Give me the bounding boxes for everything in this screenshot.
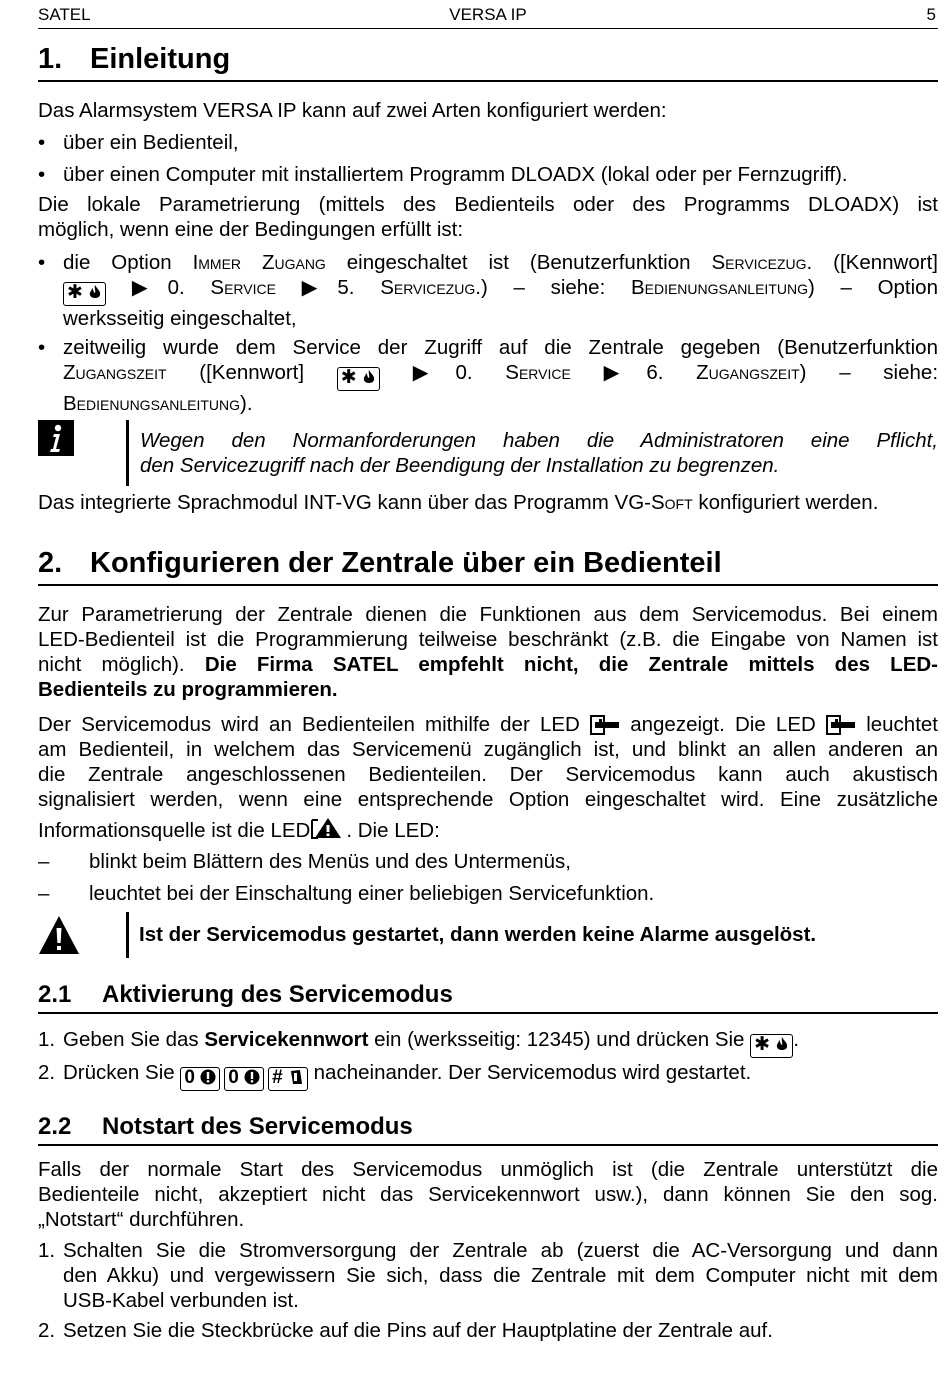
list-item: • über ein Bedienteil, <box>38 131 239 154</box>
service-mode-paragraph: Zur Parametrierung der Zentrale dienen die Funktionen aus dem Servicemodus. Bei einem LED-Bedienteil ist die Programmierung teilweise beschränkt (z.B. die Eingabe von Namen ist nicht möglich). Die Firma SATEL empfehlt nicht, die Zentrale mittels des LED- Bedienteils zu programmieren. <box>38 603 938 701</box>
page-header <box>38 4 938 29</box>
list-item: • zeitweilig wurde dem Service der Zugriff auf die Zentrale gegeben (Benutzerfunktion Zugangszeit ([Kennwort] ✱ ▶0. Service ▶6. Zugangszeit) – siehe: Bedienungsanleitung). <box>38 336 939 415</box>
fire-icon <box>775 1037 789 1052</box>
star-fire-key: ✱ <box>750 1034 793 1058</box>
list-item: – leuchtet bei der Einschaltung einer beliebigen Servicefunktion. <box>38 882 655 905</box>
service-led-icon <box>590 715 620 735</box>
bell-icon <box>200 1069 216 1085</box>
warning-icon <box>38 914 80 956</box>
warning-note: Ist der Servicemodus gestartet, dann werden keine Alarme ausgelöst. <box>38 912 938 958</box>
star-fire-key: ✱ <box>337 367 380 391</box>
info-note: Wegen den Normanforderungen haben die Administratoren eine Pflicht, den Servicezugriff nach der Beendigung der Installation zu begrenzen. <box>38 420 938 486</box>
bell-icon <box>244 1069 260 1085</box>
voice-module-paragraph: Das integrierte Sprachmodul INT-VG kann über das Programm VG-Soft konfiguriert werden. <box>38 491 879 514</box>
zero-key: 0 <box>224 1067 264 1091</box>
section-heading-konfigurieren: 2. Konfigurieren der Zentrale über ein Bedienteil <box>38 546 938 586</box>
step-item: 2. Drücken Sie 0 0 # nacheinander. Der Servicemodus wird gestartet. <box>38 1060 938 1091</box>
hash-key: # <box>268 1067 308 1091</box>
subsection-heading-aktivierung: 2.1 Aktivierung des Servicemodus <box>38 980 938 1014</box>
fire-icon <box>362 370 376 385</box>
info-icon <box>38 420 74 456</box>
intro-paragraph: Das Alarmsystem VERSA IP kann auf zwei Arten konfiguriert werden: <box>38 99 667 122</box>
step-item: 1. Geben Sie das Servicekennwort ein (werksseitig: 12345) und drücken Sie ✱ . <box>38 1027 938 1058</box>
step-item: 2. Setzen Sie die Steckbrücke auf die Pins auf der Hauptplatine der Zentrale auf. <box>38 1319 773 1342</box>
emergency-start-paragraph: Falls der normale Start des Servicemodus unmöglich ist (die Zentrale unterstützt die Bedienteile nicht, akzeptiert nicht das Servicekennwort usw.), dann können Sie den sog. „Notstart“ durchführen. <box>38 1158 938 1231</box>
header-product: VERSA IP <box>449 5 527 24</box>
zero-key: 0 <box>180 1067 220 1091</box>
led-paragraph: Der Servicemodus wird an Bedienteilen mithilfe der LED angezeigt. Die LED leuchtet am Bedienteil, in welchem das Servicemenü zugänglich ist, und blinkt an allen anderen an die Zentrale angeschlossenen Bedienteilen. Der Servicemodus kann auch akustisch signalisiert werden, wenn eine entsprechende Option eingeschaltet wird. Eine zusätzliche Informationsquelle ist die LED . Die LED: <box>38 713 939 842</box>
list-item: – blinkt beim Blättern des Menüs und des Untermenüs, <box>38 850 572 873</box>
step-item: 1. Schalten Sie die Stromversorgung der Zentrale ab (zuerst die AC-Versorgung und dann den Akku) und vergewissern Sie sich, dass die Zentrale mit dem Computer nicht mit dem USB-Kabel verbunden ist. <box>38 1239 938 1312</box>
star-fire-key: ✱ <box>63 282 106 306</box>
header-brand: SATEL <box>38 5 91 24</box>
fire-icon <box>88 285 102 300</box>
subsection-heading-notstart: 2.2 Notstart des Servicemodus <box>38 1112 938 1146</box>
trouble-led-icon <box>310 816 346 840</box>
header-page-number: 5 <box>926 5 936 24</box>
conditions-paragraph: Die lokale Parametrierung (mittels des Bedienteils oder des Programms DLOADX) ist möglich, wenn eine der Bedingungen erfüllt ist: <box>38 193 938 241</box>
section-heading-einleitung: 1. Einleitung <box>38 42 938 82</box>
list-item: • die Option Immer Zugang eingeschaltet ist (Benutzerfunktion Servicezug. ([Kennwort] ✱ ▶0. Service ▶5. Servicezug.) – siehe: Bedienungsanleitung) – Option werksseitig eingeschaltet, <box>38 251 938 330</box>
bell-icon <box>288 1069 304 1085</box>
list-item: • über einen Computer mit installiertem Programm DLOADX (lokal oder per Fernzugriff). <box>38 163 848 186</box>
service-led-icon <box>826 715 856 735</box>
